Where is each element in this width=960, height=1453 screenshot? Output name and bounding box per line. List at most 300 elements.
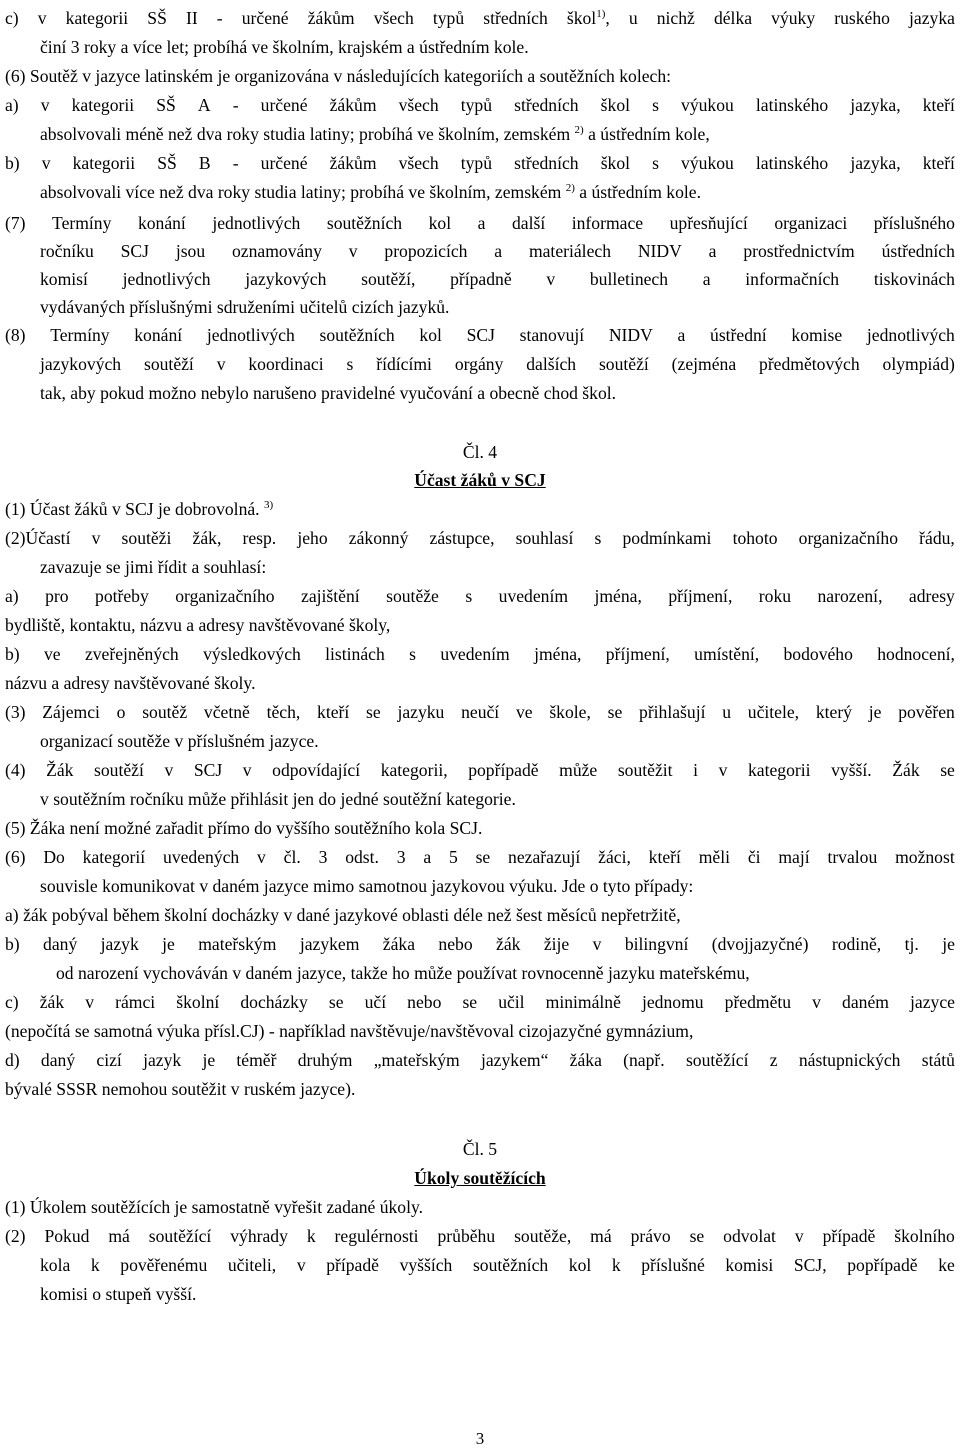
line-text bbox=[5, 818, 482, 838]
line-text bbox=[40, 557, 266, 577]
word: - bbox=[232, 153, 239, 173]
word: trvalou bbox=[827, 847, 878, 867]
text-segment: Čl. 4 bbox=[462, 442, 498, 462]
word: předmětových bbox=[759, 354, 860, 374]
text-segment: Úkoly soutěžících bbox=[414, 1168, 546, 1188]
text-line bbox=[5, 582, 955, 611]
word: jazykových bbox=[40, 354, 122, 374]
heading-line bbox=[0, 1135, 960, 1164]
word: se bbox=[328, 992, 344, 1012]
text-line bbox=[40, 120, 710, 149]
text-line bbox=[56, 959, 750, 988]
word: druhým bbox=[297, 1050, 353, 1070]
word: všech bbox=[398, 95, 439, 115]
word: školní bbox=[176, 992, 220, 1012]
word: kategorii bbox=[72, 153, 136, 173]
word: souhlasí bbox=[515, 528, 574, 548]
word: SCJ bbox=[120, 241, 149, 261]
text-line bbox=[40, 293, 449, 322]
word: b) bbox=[5, 153, 20, 173]
line-text bbox=[5, 1079, 355, 1099]
word: resp. bbox=[242, 528, 277, 548]
word: vyšších bbox=[399, 1255, 453, 1275]
text-line bbox=[5, 1193, 423, 1222]
word: či bbox=[747, 847, 761, 867]
word: Termíny bbox=[52, 213, 112, 233]
text-line bbox=[5, 611, 390, 640]
line-text bbox=[5, 499, 273, 519]
line-text bbox=[414, 1168, 545, 1188]
heading-line bbox=[0, 466, 960, 495]
word: daný bbox=[40, 1050, 76, 1070]
word: přihlašují bbox=[639, 702, 706, 722]
text-line bbox=[40, 872, 693, 901]
word: další bbox=[511, 213, 546, 233]
word: jazyku bbox=[397, 702, 445, 722]
word: učitele, bbox=[747, 702, 800, 722]
word: kol bbox=[428, 213, 452, 233]
word: potřeby bbox=[95, 586, 149, 606]
word: kteří bbox=[922, 95, 955, 115]
text-line bbox=[5, 640, 955, 669]
word: soutěže bbox=[386, 586, 439, 606]
word: je bbox=[942, 934, 955, 954]
text-segment: souvisle komunikovat v daném jazyce mimo samotnou jazykovou výuku. Jde o tyto případy: bbox=[40, 876, 694, 896]
word: komisí bbox=[40, 269, 88, 289]
word: s bbox=[465, 586, 473, 606]
line-text bbox=[40, 383, 616, 403]
word: u bbox=[628, 8, 638, 28]
word: v bbox=[85, 992, 95, 1012]
word: soutěži bbox=[121, 528, 172, 548]
line-text bbox=[40, 789, 516, 809]
word: a bbox=[423, 847, 432, 867]
word: informačních bbox=[745, 269, 840, 289]
word: jména, bbox=[534, 644, 582, 664]
text-segment: bydliště, kontaktu, názvu a adresy navštěvované školy, bbox=[5, 615, 391, 635]
text-line bbox=[5, 698, 955, 727]
word: podmínkami bbox=[622, 528, 712, 548]
word: škol$^{1)}$, bbox=[566, 8, 610, 28]
word: kteří bbox=[648, 847, 681, 867]
line-text bbox=[5, 1021, 693, 1041]
word: soutěží bbox=[598, 354, 649, 374]
word: výukou bbox=[681, 95, 734, 115]
word: b) bbox=[5, 934, 20, 954]
word: 3 bbox=[396, 847, 406, 867]
text-line bbox=[5, 524, 955, 553]
word: soutěžit bbox=[617, 760, 673, 780]
text-line bbox=[40, 1280, 196, 1309]
line-text bbox=[463, 1139, 497, 1159]
word: daný bbox=[43, 934, 78, 954]
word: kteří bbox=[317, 702, 350, 722]
word: s bbox=[652, 95, 659, 115]
word: v bbox=[242, 760, 252, 780]
word: informace bbox=[571, 213, 644, 233]
line-text bbox=[40, 731, 319, 751]
word: vyšší. bbox=[831, 760, 872, 780]
word: a) bbox=[5, 95, 19, 115]
word: Do bbox=[43, 847, 65, 867]
word: s bbox=[594, 528, 602, 548]
word: průběhu bbox=[437, 1226, 496, 1246]
text-segment: v soutěžním ročníku může přihlásit jen do jedné soutěžní kategorie. bbox=[40, 789, 516, 809]
word: organizaci bbox=[774, 213, 848, 233]
line-text bbox=[40, 182, 701, 202]
word: v bbox=[216, 354, 226, 374]
word: žákům bbox=[307, 8, 355, 28]
word: soutěžních bbox=[319, 325, 395, 345]
word: nebo bbox=[407, 992, 442, 1012]
word: a bbox=[702, 269, 711, 289]
word: odvolat bbox=[723, 1226, 776, 1246]
word: uvedením bbox=[440, 644, 510, 664]
word: případě bbox=[822, 1226, 876, 1246]
text-line bbox=[5, 1075, 355, 1104]
word: řídícími bbox=[376, 354, 432, 374]
word: (2)Účastí bbox=[5, 528, 71, 548]
text-segment: od narození vychováván v daném jazyce, takže ho může používat rovnocenně jazyku mateřskému, bbox=[56, 963, 750, 983]
word: umístění, bbox=[694, 644, 760, 664]
word: jazyka, bbox=[850, 153, 901, 173]
word: s bbox=[652, 153, 659, 173]
word: zákonný bbox=[348, 528, 409, 548]
word: výukou bbox=[681, 153, 734, 173]
word: A bbox=[197, 95, 211, 115]
word: cizí bbox=[96, 1050, 122, 1070]
word: ke bbox=[938, 1255, 955, 1275]
word: ústřední bbox=[710, 325, 767, 345]
text-line bbox=[40, 379, 616, 408]
word: zveřejněných bbox=[84, 644, 179, 664]
word: v bbox=[718, 760, 728, 780]
word: SCJ, bbox=[793, 1255, 827, 1275]
word: (dvojjazyčné) bbox=[711, 934, 809, 954]
word: minimálně bbox=[545, 992, 621, 1012]
word: se bbox=[366, 702, 381, 722]
word: kategorii, bbox=[380, 760, 448, 780]
word: soutěžící bbox=[148, 1226, 212, 1246]
word: soutěž bbox=[142, 702, 188, 722]
text-line bbox=[5, 814, 482, 843]
word: mateřským bbox=[198, 934, 277, 954]
word: a bbox=[677, 325, 686, 345]
word: v bbox=[794, 1226, 804, 1246]
word: jména, bbox=[594, 586, 642, 606]
footnote-ref: 1) bbox=[596, 8, 606, 20]
word: včetně bbox=[203, 702, 250, 722]
word: typů bbox=[460, 153, 493, 173]
word: jednotlivých bbox=[212, 213, 301, 233]
word: organizačního bbox=[175, 586, 275, 606]
word: SCJ bbox=[193, 760, 223, 780]
word: k bbox=[611, 1255, 621, 1275]
text-segment: (6) Soutěž v jazyce latinském je organizována v následujících kategoriích a soutěžních kolech: bbox=[5, 66, 672, 86]
word: jeho bbox=[297, 528, 328, 548]
word: a) bbox=[5, 586, 19, 606]
word: nástupnických bbox=[798, 1050, 901, 1070]
word: Žák bbox=[46, 760, 74, 780]
line-text bbox=[40, 124, 710, 144]
word: (3) bbox=[5, 702, 26, 722]
text-line bbox=[5, 91, 955, 120]
text-line bbox=[5, 62, 671, 91]
word: pro bbox=[45, 586, 69, 606]
word: adresy bbox=[908, 586, 955, 606]
word: jsou bbox=[175, 241, 206, 261]
text-line bbox=[5, 495, 273, 524]
word: uvedením bbox=[498, 586, 569, 606]
text-segment: a) žák pobýval během školní docházky v dané jazykové oblasti déle než šest měsíců nepřetržitě, bbox=[5, 905, 681, 925]
word: (zejména bbox=[671, 354, 737, 374]
word: stanovují bbox=[519, 325, 585, 345]
text-segment: komisi o stupeň vyšší. bbox=[40, 1284, 197, 1304]
word: typů bbox=[432, 8, 465, 28]
word: případně bbox=[450, 269, 512, 289]
word: má bbox=[108, 1226, 130, 1246]
line-text bbox=[56, 963, 750, 983]
word: s bbox=[346, 354, 354, 374]
text-segment: (5) Žáka není možné zařadit přímo do vyššího soutěžního kola SCJ. bbox=[5, 818, 483, 838]
word: upřesňující bbox=[669, 213, 748, 233]
word: se bbox=[607, 702, 623, 722]
word: prostřednictvím bbox=[743, 241, 855, 261]
word: ústředních bbox=[881, 241, 955, 261]
word: (2) bbox=[5, 1226, 26, 1246]
word: popřípadě bbox=[468, 760, 539, 780]
word: b) bbox=[5, 644, 20, 664]
word: jazyk bbox=[100, 934, 139, 954]
word: konání bbox=[134, 325, 183, 345]
word: kol bbox=[419, 325, 442, 345]
word: v bbox=[91, 528, 101, 548]
word: i bbox=[693, 760, 699, 780]
word: SŠ bbox=[157, 153, 177, 173]
text-segment: (1) Úkolem soutěžících je samostatně vyřešit zadané úkoly. bbox=[5, 1197, 424, 1217]
word: jednotlivých bbox=[206, 325, 295, 345]
text-line bbox=[5, 669, 255, 698]
word: předmětu bbox=[724, 992, 792, 1012]
word: žák bbox=[496, 934, 521, 954]
text-line bbox=[5, 321, 955, 350]
word: měli bbox=[698, 847, 731, 867]
word: příslušného bbox=[873, 213, 955, 233]
word: rodině, bbox=[831, 934, 882, 954]
word: jazyce bbox=[910, 992, 955, 1012]
word: v bbox=[41, 153, 51, 173]
text-segment: činí 3 roky a více let; probíhá ve školním, krajském a ústředním kole. bbox=[40, 37, 529, 57]
word: v bbox=[812, 992, 821, 1012]
word: výhrady bbox=[230, 1226, 288, 1246]
text-segment: Účast žáků v SCJ bbox=[414, 470, 546, 490]
word: škol bbox=[600, 153, 631, 173]
word: států bbox=[921, 1050, 955, 1070]
line-text bbox=[40, 37, 529, 57]
word: žáka bbox=[382, 934, 416, 954]
word: komise bbox=[791, 325, 843, 345]
text-line bbox=[40, 1251, 955, 1280]
word: žáka bbox=[569, 1050, 602, 1070]
word: uvedených bbox=[163, 847, 240, 867]
word: narození, bbox=[817, 586, 883, 606]
text-line bbox=[40, 265, 955, 294]
word: určené bbox=[241, 8, 289, 28]
word: příslušné bbox=[641, 1255, 705, 1275]
word: z bbox=[769, 1050, 778, 1070]
line-text bbox=[5, 1197, 423, 1217]
word: všech bbox=[373, 8, 414, 28]
word: - bbox=[232, 95, 239, 115]
word: a bbox=[708, 241, 717, 261]
text-segment: organizací soutěže v příslušném jazyce. bbox=[40, 731, 319, 751]
text-line bbox=[5, 1017, 693, 1046]
word: žák, bbox=[192, 528, 222, 548]
word: o bbox=[116, 702, 126, 722]
word: ve bbox=[44, 644, 61, 664]
footnote-ref: 2) bbox=[565, 182, 575, 194]
text-segment: Čl. 5 bbox=[462, 1139, 498, 1159]
word: středních bbox=[514, 153, 579, 173]
word: nebo bbox=[438, 934, 473, 954]
word: škole, bbox=[549, 702, 591, 722]
word: žáci, bbox=[598, 847, 631, 867]
word: - bbox=[216, 8, 223, 28]
word: jednotlivých bbox=[122, 269, 211, 289]
word: tj. bbox=[904, 934, 919, 954]
word: soutěže, bbox=[514, 1226, 572, 1246]
word: možnost bbox=[895, 847, 955, 867]
word: je bbox=[202, 1050, 216, 1070]
word: daném bbox=[842, 992, 889, 1012]
word: v bbox=[164, 760, 174, 780]
word: který bbox=[815, 702, 852, 722]
word: výuky bbox=[771, 8, 816, 28]
text-line bbox=[5, 930, 955, 959]
word: (např. bbox=[623, 1050, 665, 1070]
text-line bbox=[5, 843, 955, 872]
word: Zájemci bbox=[42, 702, 100, 722]
text-line bbox=[5, 4, 955, 33]
word: orgány bbox=[454, 354, 504, 374]
text-segment: a ústředním kole. bbox=[574, 182, 701, 202]
word: středních bbox=[483, 8, 548, 28]
text-segment: (nepočítá se samotná výuka přísl.CJ) - například navštěvuje/navštěvoval cizojazyčné gymnázium, bbox=[5, 1021, 694, 1041]
word: v bbox=[592, 934, 602, 954]
line-text bbox=[5, 615, 390, 635]
word: rámci bbox=[115, 992, 156, 1012]
text-line bbox=[5, 149, 955, 178]
word: oznamovány bbox=[232, 241, 322, 261]
word: (6) bbox=[5, 847, 26, 867]
heading-line bbox=[0, 1164, 960, 1193]
word: bilingvní bbox=[624, 934, 689, 954]
word: téměř bbox=[236, 1050, 277, 1070]
line-text bbox=[40, 876, 693, 896]
word: kategorii bbox=[71, 95, 135, 115]
text-line bbox=[5, 1046, 955, 1075]
line-text bbox=[40, 1284, 196, 1304]
word: školního bbox=[894, 1226, 955, 1246]
word: soutěží bbox=[143, 354, 194, 374]
line-text bbox=[5, 66, 671, 86]
line-text bbox=[5, 673, 255, 693]
word: soutěží bbox=[94, 760, 144, 780]
word: jazykem“ bbox=[480, 1050, 549, 1070]
word: materiálech bbox=[528, 241, 611, 261]
word: bodového bbox=[783, 644, 853, 664]
word: tiskovinách bbox=[873, 269, 955, 289]
word: pověřen bbox=[898, 702, 955, 722]
word: kategorii bbox=[747, 760, 811, 780]
word: komisi bbox=[725, 1255, 774, 1275]
page-number: 3 bbox=[475, 1429, 485, 1448]
word: organizačního bbox=[798, 528, 899, 548]
text-segment: absolvovali více než dva roky studia latiny; probíhá ve školním, zemském bbox=[40, 182, 566, 202]
word: jazyk bbox=[143, 1050, 182, 1070]
word: jazyka, bbox=[850, 95, 901, 115]
word: právo bbox=[630, 1226, 671, 1246]
word: (8) bbox=[5, 325, 26, 345]
word: k bbox=[306, 1226, 316, 1246]
word: žije bbox=[543, 934, 570, 954]
text-line bbox=[40, 727, 319, 756]
text-line bbox=[40, 553, 266, 582]
word: určené bbox=[260, 153, 308, 173]
word: latinského bbox=[755, 153, 829, 173]
word: jazyka bbox=[909, 8, 955, 28]
word: soutěžních bbox=[472, 1255, 549, 1275]
text-segment: názvu a adresy navštěvované školy. bbox=[5, 673, 256, 693]
word: v bbox=[257, 847, 266, 867]
word: čl. bbox=[283, 847, 301, 867]
text-line bbox=[40, 350, 955, 379]
word: dalších bbox=[526, 354, 577, 374]
word: NIDV bbox=[637, 241, 682, 261]
word: soutěží, bbox=[361, 269, 416, 289]
word: řádu, bbox=[919, 528, 955, 548]
word: neučí bbox=[461, 702, 500, 722]
line-text bbox=[5, 905, 681, 925]
word: ruského bbox=[834, 8, 890, 28]
word: koordinaci bbox=[248, 354, 324, 374]
text-line bbox=[5, 988, 955, 1017]
word: učiteli, bbox=[227, 1255, 277, 1275]
word: tohoto bbox=[732, 528, 778, 548]
word: (4) bbox=[5, 760, 26, 780]
word: je bbox=[868, 702, 882, 722]
word: NIDV bbox=[608, 325, 653, 345]
word: s bbox=[409, 644, 416, 664]
word: hodnocení, bbox=[877, 644, 955, 664]
word: středních bbox=[514, 95, 579, 115]
word: roku bbox=[758, 586, 792, 606]
word: může bbox=[559, 760, 598, 780]
word: zástupce, bbox=[429, 528, 495, 548]
word: kategorii bbox=[65, 8, 129, 28]
text-line bbox=[40, 785, 516, 814]
text-segment: zavazuje se jimi řídit a souhlasí: bbox=[40, 557, 267, 577]
word: se bbox=[689, 1226, 705, 1246]
word: Žák bbox=[892, 760, 920, 780]
word: „mateřským bbox=[373, 1050, 460, 1070]
word: a bbox=[494, 241, 503, 261]
word: II bbox=[185, 8, 198, 28]
word: je bbox=[162, 934, 175, 954]
word: d) bbox=[5, 1050, 20, 1070]
text-line bbox=[5, 1222, 955, 1251]
word: příjmení, bbox=[668, 586, 733, 606]
